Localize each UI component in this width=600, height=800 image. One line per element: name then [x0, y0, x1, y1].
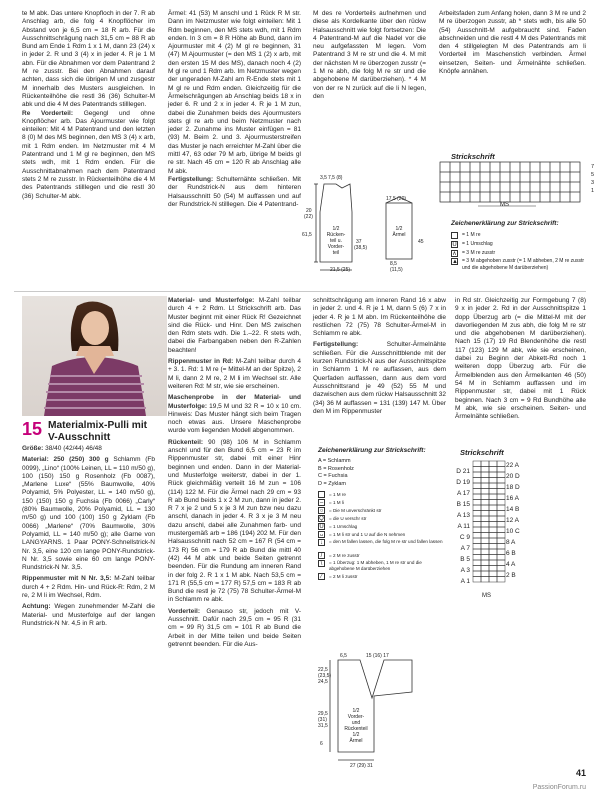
chart-cell — [497, 566, 505, 572]
chart-cell — [473, 516, 481, 522]
chart-cell — [489, 538, 497, 544]
page-number: 41 — [575, 768, 586, 778]
dim-label: (23,5) — [318, 673, 332, 679]
chart-cell — [489, 549, 497, 555]
stitch-chart-1 — [440, 160, 590, 210]
chart-cell — [473, 533, 481, 539]
chart-cell — [473, 527, 481, 533]
chart-cell — [481, 472, 489, 478]
chart-cell — [473, 538, 481, 544]
dim-label: 3,5 — [320, 175, 327, 181]
ssk-icon: \ — [318, 560, 325, 567]
chart-cell — [440, 182, 450, 192]
dim-label: 24,5 — [318, 679, 328, 685]
paragraph: te M abk. Das untere Knopfloch in der 7. R ab Anschlag arb, die folg 4 Knopflöcher im Abstand von je 6,5 cm = 18 R arb. Für die Ausschnittschrägung nach 31,5 cm = 88 R ab Bund am Ende 1 Rdm 1 x 1 M, dann 23 (24) x in jeder 2. R und 3 (4) x in jeder 4. R je 1 M abn. Für die Abnahmen vor dem Patentrand 2 M re zusstr. Bei den Abnahmen darauf achten, dass sich die übrigen M und zusgestr M innerhalb des Musters ausgleichen. In Rückenteilhöhe die restl 36 (36) Schulter-M abk und die 4 M des Patentrands stilllegen. — [22, 10, 155, 109]
dim-label: 6 — [320, 741, 323, 747]
chart-cell — [497, 522, 505, 528]
model-photo — [22, 296, 167, 416]
chart-cell — [497, 511, 505, 517]
chart-left-rows: D 21 D 19 A 17 B 15 A 13 A 11 C 9 A 7 B 5 A 3 A 1 — [456, 468, 470, 585]
chart-cell — [481, 489, 489, 495]
legend-title: Zeichenerklärung zur Strickschrift: — [451, 220, 559, 227]
chart-cell — [460, 172, 470, 182]
dim-label: 6,5 — [340, 653, 347, 659]
dim-label: (11,5) — [390, 267, 403, 273]
chart-cell — [500, 162, 510, 172]
chart-cell — [497, 505, 505, 511]
schematic-pullover — [316, 652, 446, 772]
dim-label: 20 — [306, 208, 312, 214]
dim-label: (22) — [304, 214, 313, 220]
yarn-over-icon: U — [319, 524, 324, 530]
chart-cell — [473, 549, 481, 555]
chart-cell — [481, 566, 489, 572]
chart-cell — [560, 162, 570, 172]
legend-1: = 1 M re U = 1 Umschlag ∧ = 3 M re zusstr ▲ = 3 M abgehoben zusstr (= 1 M abheben, 2 M re zusstr und die abgehobene M darüberziehen) — [452, 232, 585, 271]
chart-cell — [530, 182, 540, 192]
dim-label: (38,5) — [354, 245, 368, 251]
chart-cell — [481, 483, 489, 489]
chart-cell — [560, 172, 570, 182]
chart-cell — [480, 192, 490, 202]
knit-icon — [318, 491, 325, 498]
chart-cell — [570, 162, 580, 172]
chart-cell — [500, 192, 510, 202]
dim-label: 21,5 (25) — [330, 267, 351, 273]
chart-cell — [510, 182, 520, 192]
sk2p-icon: ▲ — [452, 259, 458, 265]
chart-cell — [473, 577, 481, 583]
pattern-number: 15 — [22, 419, 43, 439]
pattern-title: Materialmix-Pulli mit V-Ausschnitt — [48, 420, 148, 443]
chart-cell — [460, 192, 470, 202]
text-col-4-bottom: in Rd str. Gleichzeitig zur Formgebung 7 (8) 9 x in jeder 2. Rd in der Ausschnittspitze 1 dopp Überzug arb (= die Mittel-M mit der davorliegenden M zus abh, die folg M re str und die abgehobenen M darüberziehen). Nach 15 (17) 19 Rd Blendenhöhe die restl 117 (123) 129 M abk, wie sie erscheinen, dabei zu Beginn der Abkett-Rd noch 1 weiteren dopp Überzug arb. Für die Ärmelblenden aus den Ärmelkanten 46 (50) 54 M in Schlamm auffassen und im Rippenmuster str, dabei mit 1 Rück beginnen. Nach 3 cm = 9 Rd Bundhöhe alle M abk, wie sie erscheinen. Seiten- und Ärmelnähte schließen. — [455, 297, 586, 421]
chart-cell — [470, 162, 480, 172]
chart-cell — [481, 549, 489, 555]
schematic-label: 1/2 Rücken-teil u. Vorder-teil — [326, 226, 346, 256]
chart-cell — [489, 560, 497, 566]
chart-cell — [460, 182, 470, 192]
dim-label: 31,5 — [318, 723, 328, 729]
subheading: Fertigstellung: — [168, 175, 214, 183]
chart-cell — [481, 478, 489, 484]
p2tog-icon: ⁄ — [318, 573, 325, 580]
chart-cell — [473, 571, 481, 577]
chart-cell — [497, 483, 505, 489]
chart-cell — [470, 172, 480, 182]
chart-cell — [450, 192, 460, 202]
chart-cell — [530, 172, 540, 182]
chart-cell — [481, 522, 489, 528]
chart-ms-label: MS — [500, 202, 509, 208]
dim-label: 22,5 — [318, 667, 328, 673]
chart-cell — [497, 560, 505, 566]
chart-cell — [489, 533, 497, 539]
chart-cell — [497, 500, 505, 506]
chart-cell — [481, 505, 489, 511]
purl-icon: – — [319, 500, 324, 506]
chart-cell — [550, 162, 560, 172]
watermark: PassionForum.ru — [532, 784, 586, 791]
chart-cell — [497, 538, 505, 544]
chart-cell — [473, 489, 481, 495]
paragraph: Gegengl und ohne Knopflöcher arb. Das Ajourmuster wie folgt einteilen: Mit 4 M Patentrand und den letzten 8 (0) M des MS beginnen, den MS 3 (4) x arb, mit 1 Rdm enden. Im Netzmuster mit 4 M Patentrand und 1 M gl re beginnen, den MS stets wdh, mit 1 Rdm enden. Für die Ausschnittabnahmen nach dem Patentrand stets 2 M re zusstr. In Rückenteilhöhe die 4 M des Patentrands stilllegen und die restl 30 (36) Schulter-M abk. — [22, 109, 155, 200]
paragraph: Schulternähte schließen. Mit der Rundstrick-N aus dem hinteren Halsausschnitt 50 (54) M auffassen und auf der Rundstrick-N stilllegen. Die 4 Patentrand- — [168, 175, 301, 208]
knit-icon — [451, 232, 458, 239]
chart-cell — [473, 505, 481, 511]
chart-cell — [550, 192, 560, 202]
chart-cell — [481, 500, 489, 506]
chart-cell — [489, 489, 497, 495]
dim-label: (31) — [318, 717, 327, 723]
dim-label: 27 (29) 31 — [350, 763, 373, 769]
chart-cell — [481, 527, 489, 533]
chart-cell — [570, 192, 580, 202]
chart-cell — [497, 555, 505, 561]
chart-cell — [490, 172, 500, 182]
chart-cell — [497, 467, 505, 473]
chart-cell — [497, 571, 505, 577]
chart-cell — [481, 511, 489, 517]
chart-cell — [473, 555, 481, 561]
chart-cell — [489, 483, 497, 489]
chart-cell — [473, 544, 481, 550]
chart-cell — [481, 533, 489, 539]
chart-cell — [497, 478, 505, 484]
chart-cell — [489, 566, 497, 572]
dim-label: 45 — [418, 239, 424, 245]
chart-cell — [473, 494, 481, 500]
dim-label: 8,5 — [390, 261, 397, 267]
chart-cell — [481, 516, 489, 522]
legend-title: Zeichenerklärung zur Strickschrift: — [318, 447, 426, 454]
chart-cell — [497, 533, 505, 539]
chart-cell — [481, 555, 489, 561]
chart-cell — [481, 467, 489, 473]
chart-cell — [520, 182, 530, 192]
chart-cell — [560, 182, 570, 192]
text-col-4-top — [439, 10, 586, 85]
chart-cell — [497, 516, 505, 522]
chart-cell — [520, 162, 530, 172]
chart-cell — [489, 505, 497, 511]
dim-label: 15 (16) 17 — [366, 653, 389, 659]
chart-cell — [510, 172, 520, 182]
chart-cell — [540, 172, 550, 182]
chart-cell — [540, 192, 550, 202]
chart-cell — [489, 577, 497, 583]
chart-cell — [520, 172, 530, 182]
chart-cell — [481, 461, 489, 467]
chart-cell — [550, 182, 560, 192]
k2tog-icon: / — [318, 552, 325, 559]
chart-cell — [489, 467, 497, 473]
chart-row-numbers: 7 5 3 1 — [590, 164, 594, 194]
text-col-1-top — [22, 10, 155, 280]
paragraph: Arbeitsfaden zum Anfang holen, dann 3 M re und 2 M re überzogen zusstr, ab * stets wdh, bis alle 50 (54) Ausschnitt-M aufgebraucht sind. Faden abschneiden und die restl 4 M des Patentrands mit den 4 stillgelegten M des Patentrands am li Vorderteil im Maschenstich verbinden. Ärmel einsetzen, Seiten- und Ärmelnähte schließen. Knöpfe annähen. — [439, 10, 586, 76]
paragraph: Ärmel: 41 (53) M anschl und 1 Rück R M str. Dann im Netzmuster wie folgt einteilen: Mit 1 Rdm beginnen, den MS stets wdh, mit 1 Rdm enden. In 3 cm = 8 R Höhe ab Bund, dann im Ajourmuster mit 4 (2) M gl re beginnen, 31 (47) M Ajourmuster (= den MS 1 (2) x arb, mit den ersten 15 M des MS), danach noch 4 (2) M gl re und 1 Rdm arb. Im Netzmuster wegen der ungeraden M-Zahl am R-Ende stets mit 1 M gl re und Rdm enden. Gleichzeitig für die Ärmelschrägungen ab Anschlag beids 18 x in jeder 6. R und 2 x in jeder 4. R je 1 M zun, dabei die Zunahmen beids des Ajourmusters stets gl re arb und beim Netzmuster nach jeder 2. Zunahme ins Muster einfügen = 81 (93) M. Beim 2. und 3. Ajourmusterstreifen das Muster je nach erreichter M-Zahl über die mittl 47, 63 oder 79 M arb, übrige M beids gl re str. Nach 45 cm = 120 R ab Anschlag alle M abk. — [168, 10, 301, 175]
chart-title: Strickschrift — [451, 152, 495, 161]
chart-cell — [497, 489, 505, 495]
chart-cell — [481, 571, 489, 577]
k3tog-icon: ∧ — [452, 250, 457, 257]
chart-cell — [497, 472, 505, 478]
chart-cell — [530, 162, 540, 172]
dim-label: 61,5 — [302, 232, 312, 238]
chart-cell — [460, 162, 470, 172]
chart-cell — [473, 566, 481, 572]
chart-cell — [473, 461, 481, 467]
yarn-over-icon: U — [452, 241, 457, 248]
chart-cell — [497, 461, 505, 467]
purl-yo-icon: ᴗ — [319, 532, 324, 538]
chart-cell — [481, 538, 489, 544]
chart-cell — [480, 162, 490, 172]
legend-2-colors: A = Schlamm B = Rosenholz C = Fuchsia D = Zyklam — [318, 458, 354, 487]
chart-cell — [510, 162, 520, 172]
dim-label: 7,5 (8) — [328, 175, 343, 181]
chart-cell — [481, 494, 489, 500]
chart-cell — [489, 461, 497, 467]
chart-cell — [540, 182, 550, 192]
chart-cell — [480, 172, 490, 182]
chart-cell — [489, 500, 497, 506]
chart-cell — [450, 172, 460, 182]
text-col-3-top — [313, 10, 426, 100]
chart-cell — [497, 527, 505, 533]
chart-cell — [530, 192, 540, 202]
unworked-icon: ○ — [319, 508, 324, 514]
subheading: Re Vorderteil: — [22, 109, 74, 117]
text-col-2-bottom: Material- und Musterfolge: M-Zahl teilbar durch 4 + 2 Rdm. Lt Strickschrift arb. Das Muster beginnt mit einer Rück R! Gezeichnet sind die Rück- und Hinr. Den MS zwischen den Rdm stets wdh. Die 1.–22. R stets wdh, dabei die Farbangaben neben den R-Zahlen beachten! Rippenmuster in Rd: M-Zahl teilbar durch 4 + 3. 1. Rd: 1 M re (= Mittel-M an der Spitze), 2 M li, dann 2 M re, 2 M li im Wechsel str. Alle weiteren Rd: M str, wie sie erscheinen. Maschenprobe in der Material- und Musterfolge: 19,5 M und 32 R = 10 x 10 cm. Hinweis: Das Muster hängt sich beim Tragen noch etwas aus. Unsere Maschenprobe wurde vom liegenden Modell abgenommen. Rückenteil: 90 (98) 106 M in Schlamm anschl und für den Bund 6,5 cm = 23 R im Rippenmuster str, dabei mit einer Hinr beginnen und enden. Dann in der Material- und Musterfolge weiterstr, dabei in der 1. Rück gleichmäßig verteilt 16 M zun = 106 (114) 122 M. Für die Ärmel nach 29 cm = 93 R ab Bund beids 1 x 2 M zun, dann in jeder 2. R 7 x je 2 und 5 x je 3 M zun bzw neu dazu anschl, danach in jeder 4. R 3 x je 3 M neu dazu anschl, dabei alle Zunahmen farb- und mustergemäß arb = 186 (194) 202 M. Für den Halsausschnitt nach 52 cm = 167 R (54 cm = 173 R) 56 cm = 179 R ab Bund die mittl 40 (42) 44 M abk und beide Seiten getrennt beenden. Für die Rundung am inneren Rand in der folg 2. R 1 x 1 M abk. Nach 53,5 cm = 171 R (55,5 cm = 177 R) 57,5 cm = 183 R ab Bund die restl je 72 (75) 78 Schulter-Ärmel-M in Schlamm re abk. Vorderteil: Genauso str, jedoch mit V-Ausschnitt. Dafür nach 29,5 cm = 95 R (31 cm = 99 R) 31,5 cm = 101 R ab Bund die Arbeit in der Mitte teilen und beide Seiten getrennt beenden. Für die Aus- — [168, 297, 302, 648]
chart-cell — [570, 182, 580, 192]
chart-cell — [489, 494, 497, 500]
chart-cell — [473, 472, 481, 478]
text-col-2-top — [168, 10, 301, 280]
legend-2-symbols: = 1 M re – = 1 M li ○ = Die M unverschränkt str Q = die U verschr str U = 1 Umschlag ᴗ = 1 M li str und 1 U auf die N nehmen ↓ = den M fallen lassen, die folg M re str und fallen lassen / = 2 M re zusstr \ = 1 Überzug: 1 M abheben, 1 M re str und die abgehobene M darüberziehen ⁄ = 2 M li zusstr — [319, 491, 443, 580]
chart-cell — [450, 162, 460, 172]
chart-cell — [450, 182, 460, 192]
chart-cell — [473, 560, 481, 566]
section-divider — [14, 291, 586, 292]
chart-cell — [489, 544, 497, 550]
chart-cell — [473, 511, 481, 517]
chart-cell — [481, 560, 489, 566]
chart-right-rows: 22 A 20 D 18 D 16 A 14 B 12 A 10 C 8 A 6 B 4 A 2 B — [506, 462, 520, 579]
chart-cell — [490, 162, 500, 172]
chart-cell — [500, 172, 510, 182]
chart-cell — [473, 467, 481, 473]
drop-icon: ↓ — [320, 540, 323, 546]
chart-cell — [489, 527, 497, 533]
chart-cell — [473, 478, 481, 484]
chart-cell — [473, 500, 481, 506]
dim-label: 37 — [356, 239, 362, 245]
dim-label: 17,5 (20) — [386, 196, 407, 202]
paragraph: M des re Vorderteils aufnehmen und diese als Kordelkante über den rückw Halsausschnitt wie folgt fortsetzen: Die 4 Patentrand-M auf die Nadel vor die neu aufgefassten M legen. Vom Patentrand 3 M re str und die 4. M mit der nächsten M re überzogen zusstr (= 1 M re abh, die folg M re str und die abgehobene M darüberziehen). * 4 M von der re N zurück auf die li N legen, den — [313, 10, 426, 100]
chart-cell — [481, 577, 489, 583]
chart-cell — [470, 192, 480, 202]
schematic-label: 1/2 Ärmel — [392, 226, 406, 238]
twisted-icon: Q — [319, 516, 324, 522]
chart-cell — [470, 182, 480, 192]
chart-cell — [560, 192, 570, 202]
chart-cell — [489, 522, 497, 528]
chart-cell — [510, 192, 520, 202]
chart-cell — [489, 472, 497, 478]
chart-cell — [497, 549, 505, 555]
chart-cell — [490, 192, 500, 202]
chart-cell — [540, 162, 550, 172]
chart-ms-label: MS — [482, 593, 491, 599]
text-col-3-bottom: schnittschrägung am inneren Rand 16 x abw in jeder 2. und 4. R je 1 M, dann 5 (6) 7 x in jeder 4. R je 1 M abn. Im Rückenteilhöhe die restlichen 72 (75) 78 Schulter-Ärmel-M in Schlamm re abk. Fertigstellung: Schulter-Ärmelnähte schließen. Für die Ausschnittblende mit der kurzen Rundstrick-N aus der Ausschnittspitze in Schlamm 1 M re auffassen, aus dem Querfaden auffassen, dann aus dem vord Ausschnittsrand je 49 (52) 55 M und dazwischen aus dem rückw Halsausschnitt 32 (34) 36 M auffassen = 131 (139) 147 M. Über den M im Rippenmuster — [313, 297, 446, 415]
chart-title: Strickschrift — [460, 448, 504, 457]
chart-cell — [473, 483, 481, 489]
chart-cell — [440, 192, 450, 202]
chart-cell — [489, 555, 497, 561]
svg-text:1/2Vorder-undRückenteil1/2Ärme: 1/2 Vorder-und Rückenteil 1/2 Ärmel — [344, 708, 368, 744]
chart-cell — [520, 192, 530, 202]
chart-cell — [480, 182, 490, 192]
chart-cell — [497, 544, 505, 550]
chart-cell — [490, 182, 500, 192]
chart-cell — [473, 522, 481, 528]
chart-cell — [497, 494, 505, 500]
chart-cell — [489, 511, 497, 517]
chart-cell — [489, 516, 497, 522]
text-col-1-bottom: Größe: 38/40 (42/44) 46/48 Material: 250 (250) 300 g Schlamm (Fb 0099), „Lino“ (100% Leinen, LL = 110 m/50 g), 100 (150) 150 g Rosenholz (Fb 0087), „Marlene Luxe“ (55% Baumwolle, 40% Polyamid, 5% Polyester, LL = 140 m/50 g), 150 (150) 150 g Fuchsia (Fb 0066) „Carly“ (80% Baumwolle, 20% Polyamid, LL = 130 m/50 g) und 100 (100) 150 g Zyklam (Fb 0066) „Marlene“ (70% Baumwolle, 30% Polyamid, LL = 140 m/50 g); alle Garne von LANGYARNS. 1 Paar PONY-Schnellstrick-N Nr. 3,5, eine 120 cm lange PONY-Rundstrick-N Nr. 3,5 sowie eine 60 cm lange PONY-Rundstrick-N Nr. 3,5. Rippenmuster mit N Nr. 3,5: M-Zahl teilbar durch 4 + 2 Rdm. Hin- und Rück-R: Rdm, 2 M re, 2 M li im Wechsel, Rdm. Achtung: Wegen zunehmender M-Zahl die Material- und Musterfolge auf der langen Rundstrick-N Nr. 4,5 in R arb. — [22, 445, 155, 627]
chart-cell — [440, 172, 450, 182]
chart-cell — [481, 544, 489, 550]
chart-cell — [500, 182, 510, 192]
chart-cell — [489, 571, 497, 577]
chart-cell — [570, 172, 580, 182]
stitch-chart-2 — [472, 460, 506, 590]
chart-cell — [440, 162, 450, 172]
chart-cell — [550, 172, 560, 182]
schematic-cardigan — [306, 170, 430, 286]
chart-cell — [497, 577, 505, 583]
dim-label: 29,5 — [318, 711, 328, 717]
chart-cell — [489, 478, 497, 484]
